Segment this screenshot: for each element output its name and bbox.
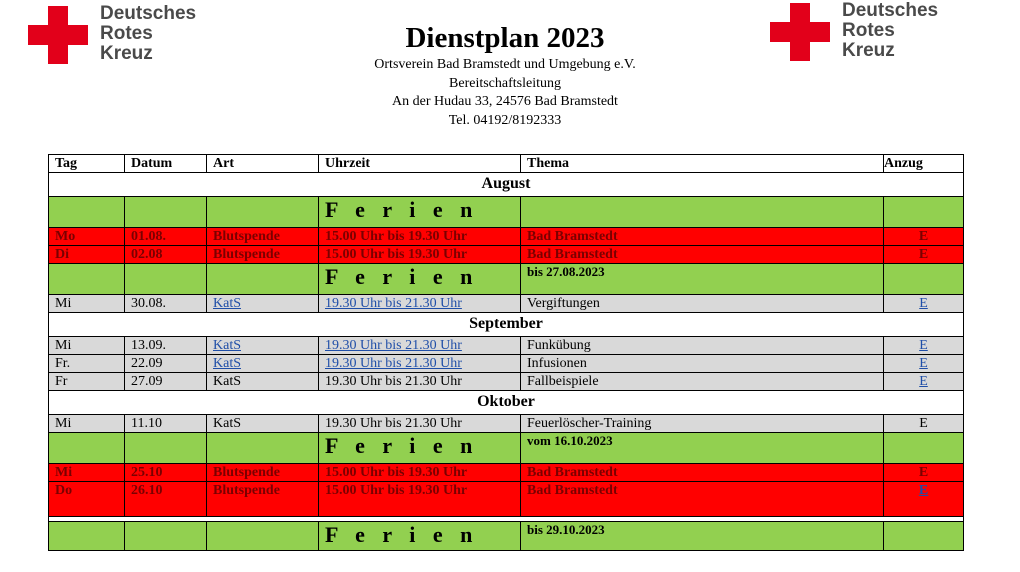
cell-uhrzeit: 15.00 Uhr bis 19.30 Uhr: [319, 464, 521, 482]
anzug-link[interactable]: E: [919, 296, 928, 311]
col-header-anzug: Anzug: [884, 155, 964, 173]
cell-anzug: E: [884, 246, 964, 264]
table-row: [49, 482, 964, 517]
art-link[interactable]: KatS: [213, 296, 241, 311]
table-row: [49, 464, 964, 482]
cell-tag: Fr: [49, 373, 125, 391]
month-label: August: [49, 173, 964, 197]
col-header-datum: Datum: [125, 155, 207, 173]
cell-art: KatS: [207, 373, 319, 391]
cell-datum: 11.10: [125, 415, 207, 433]
cell-anzug: E: [884, 415, 964, 433]
col-header-thema: Thema: [521, 155, 884, 173]
table-header-row: [49, 155, 964, 173]
cell-thema: Fallbeispiele: [521, 373, 884, 391]
document-header: [300, 20, 710, 130]
cell-thema: Feuerlöscher-Training: [521, 415, 884, 433]
logo-line: Deutsches: [100, 3, 197, 24]
cell-datum: 25.10: [125, 464, 207, 482]
department: Bereitschaftsleitung: [449, 75, 561, 91]
cell-uhrzeit: 19.30 Uhr bis 21.30 Uhr: [319, 415, 521, 433]
cell-thema: Funkübung: [521, 337, 884, 355]
logo-line: Deutsches: [842, 0, 939, 21]
ferien-row: [49, 197, 964, 228]
month-row-september: [49, 313, 964, 337]
cell-tag: Fr.: [49, 355, 125, 373]
cell-anzug: E: [884, 228, 964, 246]
cell-uhrzeit: 19.30 Uhr bis 21.30 Uhr: [319, 373, 521, 391]
address: An der Hudau 33, 24576 Bad Bramstedt: [392, 94, 618, 109]
ferien-date: bis 27.08.2023: [527, 264, 605, 279]
ferien-label: F e r i e n: [325, 264, 479, 289]
table-row: [49, 228, 964, 246]
ferien-label: F e r i e n: [325, 433, 479, 458]
cell-art: Blutspende: [207, 246, 319, 264]
month-label: Oktober: [49, 391, 964, 415]
anzug-link[interactable]: E: [919, 356, 928, 371]
col-header-art: Art: [207, 155, 319, 173]
schedule-table: [48, 154, 964, 551]
cell-uhrzeit: 15.00 Uhr bis 19.30 Uhr: [319, 482, 521, 517]
red-cross-icon: [28, 6, 88, 64]
month-row-oktober: [49, 391, 964, 415]
table-row: [49, 337, 964, 355]
cell-tag: Do: [49, 482, 125, 517]
ferien-date: vom 16.10.2023: [527, 433, 613, 448]
cell-datum: 27.09: [125, 373, 207, 391]
ferien-label: F e r i e n: [325, 522, 479, 547]
logo-line: Rotes: [100, 23, 153, 44]
cell-anzug: E: [884, 464, 964, 482]
ferien-label: F e r i e n: [325, 197, 479, 222]
uhrzeit-link[interactable]: 19.30 Uhr bis 21.30 Uhr: [325, 356, 462, 371]
ferien-row: [49, 264, 964, 295]
cell-uhrzeit: 15.00 Uhr bis 19.30 Uhr: [319, 228, 521, 246]
cell-art: Blutspende: [207, 228, 319, 246]
anzug-link[interactable]: E: [919, 338, 928, 353]
table-row: [49, 295, 964, 313]
table-row: [49, 373, 964, 391]
month-label: September: [49, 313, 964, 337]
cell-datum: 02.08: [125, 246, 207, 264]
month-row-august: [49, 173, 964, 197]
cell-thema: Bad Bramstedt: [521, 246, 884, 264]
logo-wordmark: [100, 4, 196, 64]
cell-art: KatS: [207, 415, 319, 433]
art-link[interactable]: KatS: [213, 338, 241, 353]
anzug-link[interactable]: E: [918, 483, 929, 498]
art-link[interactable]: KatS: [213, 356, 241, 371]
cell-tag: Mi: [49, 415, 125, 433]
cell-thema: Bad Bramstedt: [521, 464, 884, 482]
cell-thema: Bad Bramstedt: [521, 228, 884, 246]
cell-tag: Mi: [49, 464, 125, 482]
anzug-link[interactable]: E: [919, 374, 928, 389]
red-cross-icon: [770, 3, 830, 61]
table-row: [49, 415, 964, 433]
cell-datum: 01.08.: [125, 228, 207, 246]
uhrzeit-link[interactable]: 19.30 Uhr bis 21.30 Uhr: [325, 338, 462, 353]
cell-thema: Infusionen: [521, 355, 884, 373]
logo-wordmark: [842, 1, 938, 61]
ferien-row: [49, 522, 964, 551]
cell-datum: 26.10: [125, 482, 207, 517]
ferien-date: bis 29.10.2023: [527, 522, 605, 537]
cell-datum: 13.09.: [125, 337, 207, 355]
table-row: [49, 246, 964, 264]
cell-thema: Bad Bramstedt: [521, 482, 884, 517]
cell-tag: Mo: [49, 228, 125, 246]
uhrzeit-link[interactable]: 19.30 Uhr bis 21.30 Uhr: [325, 296, 462, 311]
phone: Tel. 04192/8192333: [448, 112, 562, 128]
cell-tag: Mi: [49, 337, 125, 355]
col-header-tag: Tag: [49, 155, 125, 173]
cell-uhrzeit: 15.00 Uhr bis 19.30 Uhr: [319, 246, 521, 264]
cell-art: Blutspende: [207, 482, 319, 517]
page-title: Dienstplan 2023: [405, 22, 605, 54]
table-row: [49, 355, 964, 373]
cell-tag: Mi: [49, 295, 125, 313]
cell-tag: Di: [49, 246, 125, 264]
cell-art: Blutspende: [207, 464, 319, 482]
ferien-row: [49, 433, 964, 464]
logo-line: Kreuz: [100, 43, 153, 64]
cell-thema: Vergiftungen: [521, 295, 884, 313]
logo-line: Rotes: [842, 20, 895, 41]
col-header-uhrzeit: Uhrzeit: [319, 155, 521, 173]
logo-line: Kreuz: [842, 40, 895, 61]
drk-logo-right: [770, 0, 939, 61]
drk-logo-left: [28, 3, 197, 64]
org-name: Ortsverein Bad Bramstedt und Umgebung e.V.: [374, 57, 636, 72]
cell-datum: 30.08.: [125, 295, 207, 313]
cell-datum: 22.09: [125, 355, 207, 373]
